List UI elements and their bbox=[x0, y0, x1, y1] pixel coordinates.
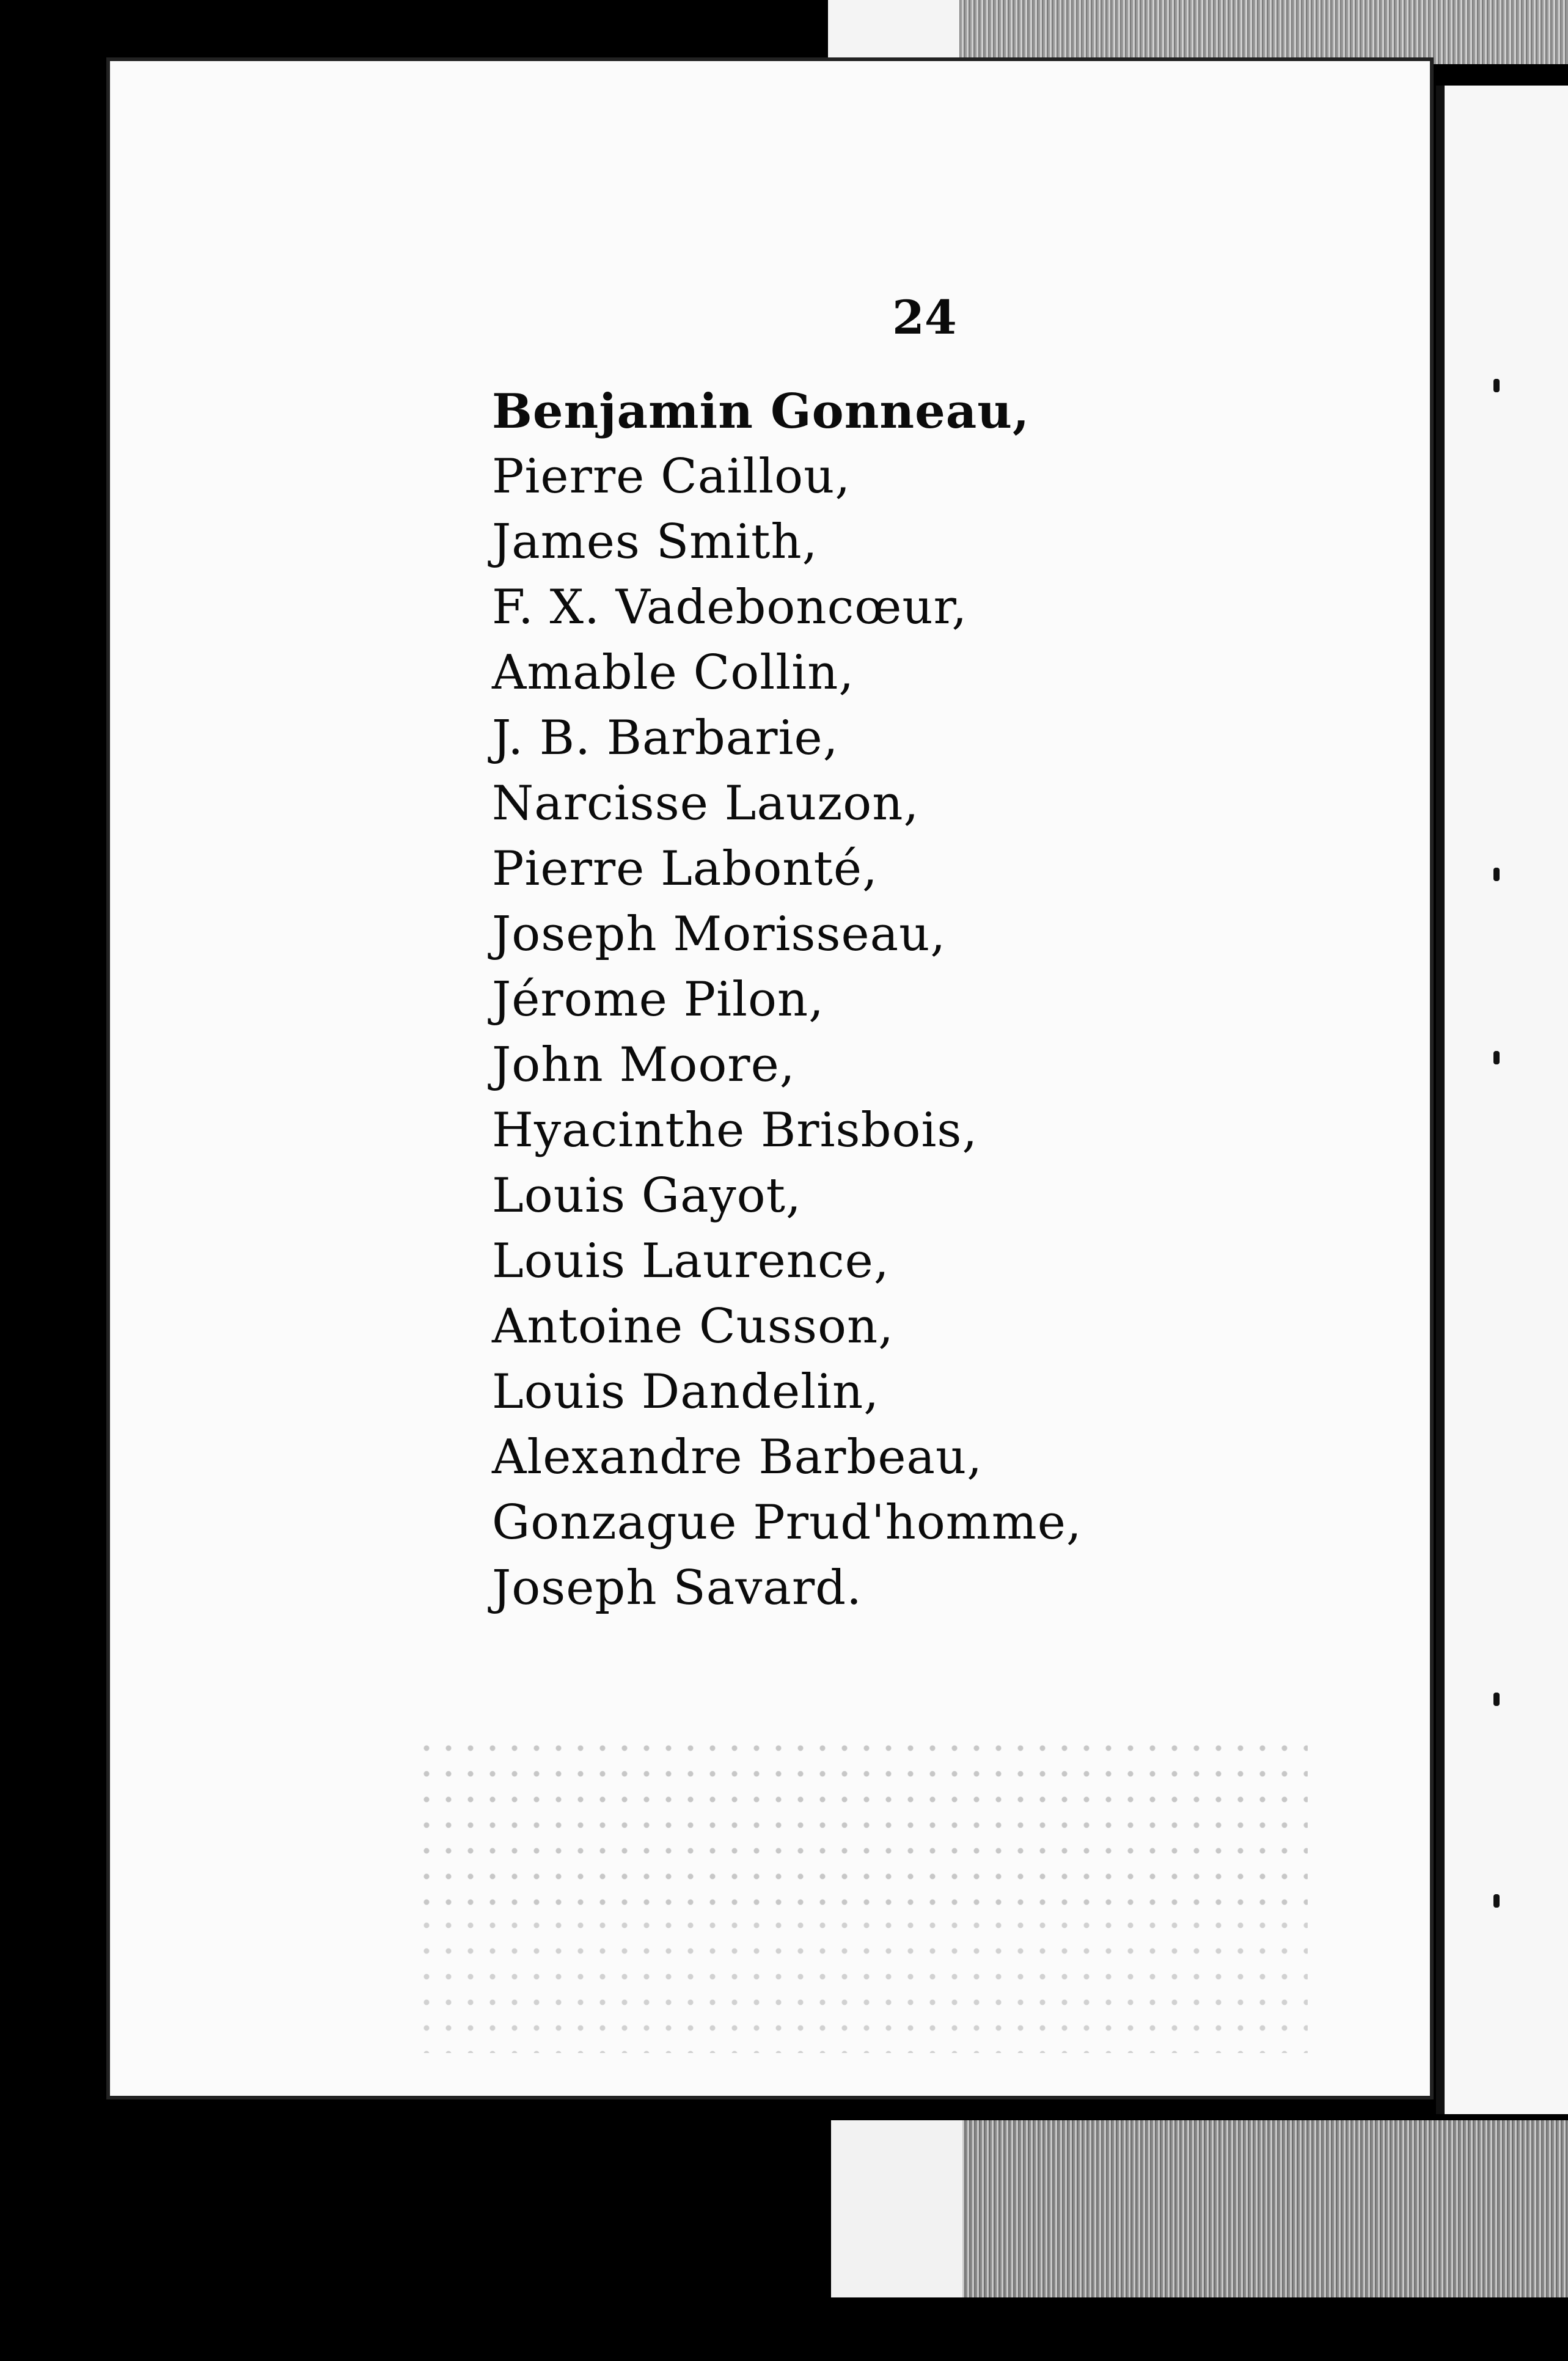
list-item: Pierre Caillou, bbox=[492, 449, 851, 504]
perforation-stamp bbox=[416, 1735, 1308, 1906]
list-item: Alexandre Barbeau, bbox=[492, 1430, 983, 1485]
edge-mark bbox=[1493, 1693, 1500, 1706]
list-item: Jérome Pilon, bbox=[492, 972, 824, 1027]
list-item: Joseph Savard. bbox=[492, 1561, 862, 1616]
list-item: Gonzague Prud'homme, bbox=[492, 1495, 1082, 1550]
edge-mark bbox=[1493, 379, 1500, 392]
list-item: Pierre Labonté, bbox=[492, 841, 878, 896]
paper-strip-bottom bbox=[831, 2120, 962, 2297]
perforation-stamp bbox=[416, 1913, 1308, 2053]
list-item: Hyacinthe Brisbois, bbox=[492, 1103, 978, 1158]
edge-mark bbox=[1493, 868, 1500, 881]
book-page bbox=[110, 61, 1430, 2096]
name-list bbox=[492, 379, 1082, 1621]
list-item: John Moore, bbox=[492, 1038, 796, 1093]
list-item: Louis Laurence, bbox=[492, 1234, 890, 1289]
list-item: James Smith, bbox=[492, 514, 818, 569]
list-item: Joseph Morisseau, bbox=[492, 907, 947, 962]
list-item: Amable Collin, bbox=[492, 645, 855, 700]
list-item: J. B. Barbarie, bbox=[492, 711, 839, 766]
page-number: 24 bbox=[892, 290, 957, 345]
edge-mark bbox=[1493, 1894, 1500, 1908]
list-item: Antoine Cusson, bbox=[492, 1299, 894, 1354]
facing-page-edge bbox=[1436, 86, 1568, 2114]
list-item: Louis Gayot, bbox=[492, 1168, 802, 1223]
list-item: F. X. Vadeboncœur, bbox=[492, 580, 968, 635]
edge-mark bbox=[1493, 1051, 1500, 1064]
list-item: Benjamin Gonneau, bbox=[492, 384, 1030, 439]
list-item: Louis Dandelin, bbox=[492, 1364, 880, 1419]
list-item: Narcisse Lauzon, bbox=[492, 776, 920, 831]
paper-strip-top bbox=[828, 0, 959, 64]
